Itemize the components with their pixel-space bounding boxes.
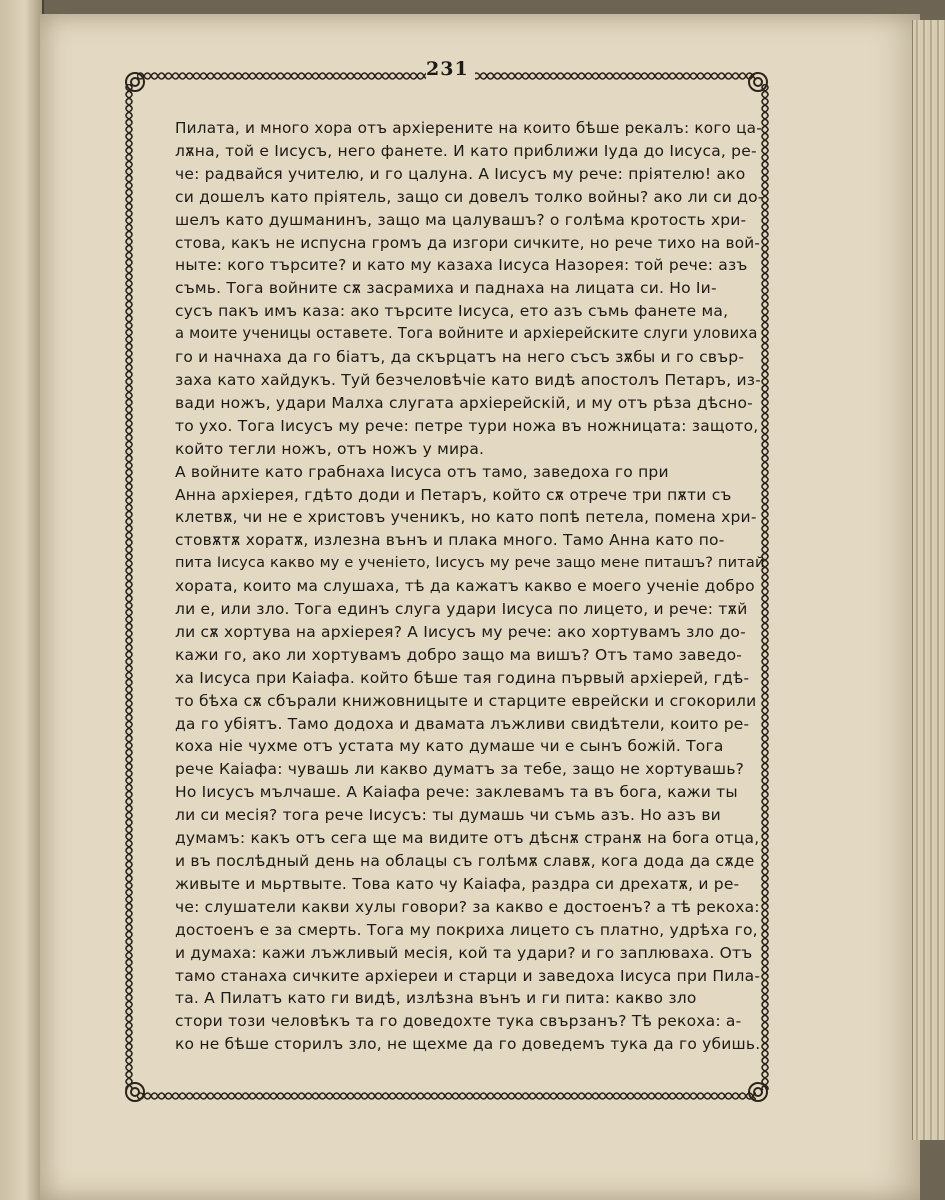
- text-line: си дошелъ като пріятель, защо си довелъ толко войны? ако ли си до-: [175, 187, 764, 206]
- text-line: А войните като грабнаха Іисуса отъ тамо, заведоха го при: [175, 462, 669, 481]
- text-line: и думаха: кажи лъжливый месія, кой та удари? и го заплюваха. Отъ: [175, 943, 753, 962]
- text-line: стова, какъ не испусна громъ да изгори сичките, но рече тихо на вой-: [175, 233, 761, 252]
- text-line: Пилата, и много хора отъ архіерените на които бѣше рекалъ: кого ца-: [175, 119, 762, 137]
- text-line: клетвѫ, чи не е христовъ ученикъ, но като попѣ петела, помена хри-: [175, 508, 757, 527]
- text-line: а моите ученицы оставете. Тога войните и архіерейските слуги уловиха: [175, 325, 758, 343]
- text-line: то бѣха сѫ сбърали книжовницыте и старците еврейски и сгокорили: [175, 691, 757, 710]
- text-line: стори този человѣкъ та го доведохте тука свързанъ? Тѣ рекоха: а-: [175, 1012, 742, 1031]
- text-line: то ухо. Тога Іисусъ му рече: петре тури ножа въ ножницата: защото,: [175, 416, 759, 435]
- text-line: ко не бѣше сторилъ зло, не щехме да го доведемъ тука да го убишь.: [175, 1035, 761, 1054]
- text-line: че: слушатели какви хулы говори? за какво е достоенъ? а тѣ рекоха:: [175, 897, 760, 916]
- page-number: 231: [426, 58, 469, 80]
- text-line: да го убіятъ. Тамо додоха и двамата лъжливи свидѣтели, които ре-: [175, 714, 750, 733]
- text-line: лѫна, той е Іисусъ, него фанете. И като приближи Іуда до Іисуса, ре-: [175, 141, 757, 160]
- text-line: думамъ: какъ отъ сега ще ма видите отъ дѣснѫ странѫ на бога отца,: [175, 829, 760, 848]
- text-line: хората, които ма слушаха, тѣ да кажатъ какво е моего ученіе добро: [175, 577, 755, 596]
- text-line: ли сѫ хортува на архіерея? А Іисусъ му рече: ако хортувамъ зло до-: [175, 622, 746, 641]
- text-line: който тегли ножъ, отъ ножъ у мира.: [175, 439, 485, 458]
- text-line: съмь. Тога войните сѫ засрамиха и паднаха на лицата си. Но Іи-: [175, 279, 717, 298]
- text-line: шелъ като душманинъ, защо ма цалувашъ? о голѣма кротость хри-: [175, 210, 747, 229]
- text-line: рече Каіафа: чувашь ли какво думатъ за тебе, защо не хортувашь?: [175, 760, 745, 779]
- text-line: и въ послѣдный день на облацы съ голѣмѫ славѫ, кога дода да сѫде: [175, 852, 755, 870]
- text-line: че: радвайся учителю, и го цалуна. А Іисусъ му рече: пріятелю! ако: [175, 164, 746, 183]
- text-line: го и начнаха да го біатъ, да скърцатъ на него съсъ зѫбы и го свър-: [175, 348, 745, 367]
- text-line: сусъ пакъ имъ каза: ако търсите Іисуса, ето азъ съмь фанете ма,: [175, 302, 729, 321]
- text-line: кажи го, ако ли хортувамъ добро защо ма вишъ? Отъ тамо заведо-: [175, 645, 743, 664]
- text-line: ли си месія? тога рече Іисусъ: ты думашь чи съмь азъ. Но азъ ви: [175, 806, 721, 825]
- text-line: ха Іисуса при Каіафа. който бѣше тая година първый архіерей, гдѣ-: [175, 668, 750, 687]
- text-line: та. А Пилатъ като ги видѣ, излѣзна вънъ и ги пита: какво зло: [175, 989, 697, 1008]
- text-line: Анна архіерея, гдѣто доди и Петаръ, който сѫ отрече три пѫти съ: [175, 485, 732, 504]
- text-line: вади ножъ, удари Малха слугата архіерейскій, и му отъ рѣза дѣсно-: [175, 393, 753, 412]
- page-edges: [912, 20, 945, 1140]
- text-line: коха ніе чухме отъ устата му като думаше чи е сынъ божій. Тога: [175, 737, 724, 756]
- text-line: стовѫтѫ хоратѫ, излезна вънъ и плака много. Тамо Анна като по-: [175, 531, 725, 550]
- text-line: заха като хайдукъ. Туй безчеловѣчіе като видѣ апостолъ Петаръ, из-: [175, 370, 761, 389]
- text-line: тамо станаха сичките архіереи и старци и заведоха Іисуса при Пила-: [175, 966, 761, 985]
- text-line: пита Іисуса какво му е ученіето, Іисусъ му рече защо мене питашъ? питай: [175, 555, 765, 572]
- text-line: ли е, или зло. Тога единъ слуга удари Іисуса по лицето, и рече: тѫй: [175, 600, 748, 619]
- text-line: достоенъ е за смерть. Тога му покриха лицето съ платно, удрѣха го,: [175, 920, 758, 939]
- left-page-edge: [0, 0, 44, 1200]
- text-line: живыте и мьртвыте. Това като чу Каіафа, раздра си дрехатѫ, и ре-: [175, 874, 740, 893]
- text-line: ныте: кого търсите? и като му казаха Іисуса Назорея: той рече: азъ: [175, 256, 748, 275]
- text-line: Но Іисусъ мълчаше. А Каіафа рече: заклевамъ та въ бога, кажи ты: [175, 783, 738, 802]
- body-text: [175, 117, 765, 1056]
